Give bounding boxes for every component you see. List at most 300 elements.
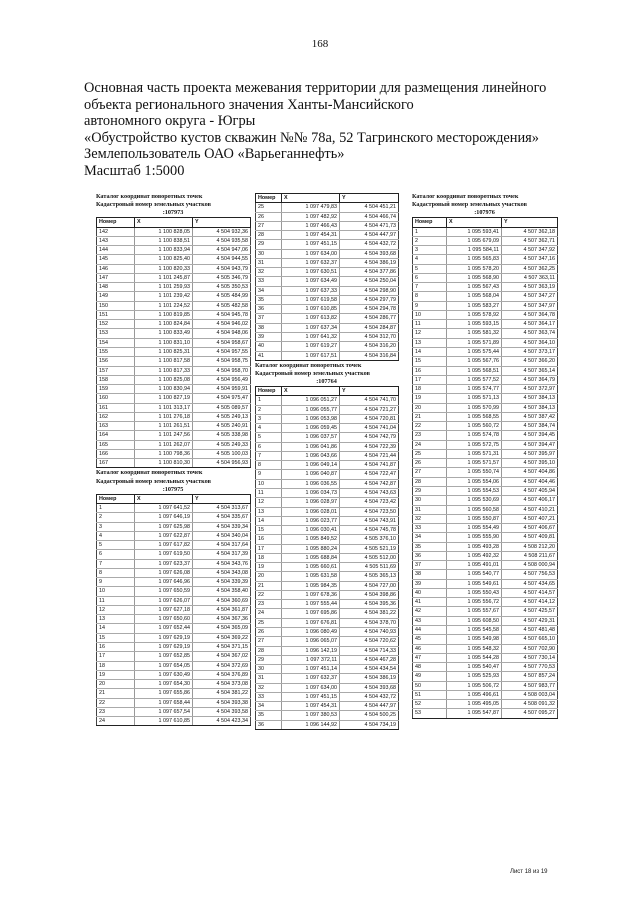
x-coordinate: 1 097 610,85 [135, 717, 193, 726]
point-number: 37 [413, 561, 447, 570]
table-row [97, 624, 251, 633]
y-coordinate: 4 507 363,11 [502, 273, 558, 282]
x-coordinate: 1 097 676,81 [282, 618, 340, 627]
point-number: 23 [413, 431, 447, 440]
y-coordinate: 4 507 406,67 [502, 524, 558, 533]
point-number: 19 [413, 394, 447, 403]
y-coordinate: 4 504 447,97 [340, 702, 399, 711]
y-coordinate: 4 504 339,34 [193, 522, 251, 531]
table-row [97, 348, 251, 357]
point-number: 26 [256, 212, 282, 221]
y-coordinate: 4 504 944,55 [193, 255, 251, 264]
x-coordinate: 1 095 849,52 [282, 535, 340, 544]
table-row [413, 273, 558, 282]
y-coordinate: 4 504 343,76 [193, 559, 251, 568]
table-row [413, 514, 558, 523]
x-coordinate: 1 095 572,75 [447, 440, 502, 449]
header-x: X [282, 387, 340, 396]
point-number: 35 [256, 711, 282, 720]
table-row [97, 440, 251, 449]
x-coordinate: 1 100 817,33 [135, 366, 193, 375]
y-coordinate: 4 504 975,47 [193, 394, 251, 403]
point-number: 22 [413, 422, 447, 431]
point-number: 2 [413, 236, 447, 245]
table-row [97, 329, 251, 338]
y-coordinate: 4 504 466,74 [340, 212, 399, 221]
y-coordinate: 4 507 372,97 [502, 385, 558, 394]
point-number: 10 [97, 587, 135, 596]
y-coordinate: 4 507 481,48 [502, 625, 558, 634]
y-coordinate: 4 508 212,20 [502, 542, 558, 551]
point-number: 166 [97, 449, 135, 458]
table-row [97, 670, 251, 679]
y-coordinate: 4 504 343,08 [193, 568, 251, 577]
y-coordinate: 4 505 338,98 [193, 431, 251, 440]
y-coordinate: 4 504 734,19 [340, 720, 399, 729]
table-row [256, 702, 399, 711]
coordinate-table [255, 386, 399, 730]
y-coordinate: 4 504 250,04 [340, 277, 399, 286]
x-coordinate: 1 095 593,41 [447, 227, 502, 236]
x-coordinate: 1 097 654,30 [135, 680, 193, 689]
y-coordinate: 4 504 312,70 [340, 332, 399, 341]
point-number: 157 [97, 366, 135, 375]
point-number: 153 [97, 329, 135, 338]
point-number: 17 [256, 544, 282, 553]
y-coordinate: 4 504 381,22 [340, 609, 399, 618]
point-number: 15 [256, 526, 282, 535]
x-coordinate: 1 097 634,00 [282, 683, 340, 692]
point-number: 5 [256, 433, 282, 442]
y-coordinate: 4 504 294,78 [340, 305, 399, 314]
table-row [97, 698, 251, 707]
point-number: 49 [413, 672, 447, 681]
table-row [413, 663, 558, 672]
x-coordinate: 1 095 571,89 [447, 338, 502, 347]
x-coordinate: 1 097 610,85 [282, 305, 340, 314]
x-coordinate: 1 097 637,34 [282, 323, 340, 332]
y-coordinate: 4 504 393,38 [193, 698, 251, 707]
table-row [413, 551, 558, 560]
table-row [97, 236, 251, 245]
table-row [256, 451, 399, 460]
point-number: 145 [97, 255, 135, 264]
title-line: автономного округа - Югры [84, 113, 256, 130]
point-number: 36 [413, 551, 447, 560]
title-line: Основная часть проекта межевания территории для размещения линейного [84, 80, 547, 96]
x-coordinate: 1 101 276,18 [135, 412, 193, 421]
table-row [256, 581, 399, 590]
table-row [256, 711, 399, 720]
y-coordinate: 4 504 284,87 [340, 323, 399, 332]
y-coordinate: 4 507 395,97 [502, 449, 558, 458]
x-coordinate: 1 097 454,31 [282, 702, 340, 711]
y-coordinate: 4 507 730,14 [502, 653, 558, 662]
table-row [256, 414, 399, 423]
point-number: 47 [413, 653, 447, 662]
y-coordinate: 4 504 395,36 [340, 600, 399, 609]
table-row [256, 516, 399, 525]
y-coordinate: 4 507 347,16 [502, 255, 558, 264]
point-number: 45 [413, 635, 447, 644]
table-row [413, 366, 558, 375]
table-row [413, 644, 558, 653]
y-coordinate: 4 504 722,39 [340, 442, 399, 451]
y-coordinate: 4 504 741,70 [340, 396, 399, 405]
table-row [97, 431, 251, 440]
y-coordinate: 4 504 722,47 [340, 470, 399, 479]
y-coordinate: 4 504 742,87 [340, 479, 399, 488]
y-coordinate: 4 507 429,31 [502, 616, 558, 625]
x-coordinate: 1 096 034,73 [282, 488, 340, 497]
point-number: 11 [413, 320, 447, 329]
x-coordinate: 1 100 827,19 [135, 394, 193, 403]
y-coordinate: 4 505 512,00 [340, 553, 399, 562]
x-coordinate: 1 095 568,04 [447, 292, 502, 301]
sheet-label: Лист 18 из 19 [510, 869, 548, 875]
point-number: 28 [256, 646, 282, 655]
table-row [256, 544, 399, 553]
x-coordinate: 1 095 550,43 [447, 588, 502, 597]
y-coordinate: 4 507 364,10 [502, 338, 558, 347]
x-coordinate: 1 100 833,94 [135, 246, 193, 255]
catalog-title: Каталог координат поворотных точек [412, 193, 519, 200]
x-coordinate: 1 095 554,53 [447, 486, 502, 495]
x-coordinate: 1 097 629,19 [135, 642, 193, 651]
point-number: 19 [256, 563, 282, 572]
y-coordinate: 4 507 347,97 [502, 301, 558, 310]
table-row [256, 470, 399, 479]
header-x: X [135, 218, 193, 227]
y-coordinate: 4 504 377,86 [340, 268, 399, 277]
y-coordinate: 4 504 743,63 [340, 488, 399, 497]
y-coordinate: 4 507 362,71 [502, 236, 558, 245]
point-number: 142 [97, 227, 135, 236]
y-coordinate: 4 505 249,33 [193, 440, 251, 449]
table-row [97, 717, 251, 726]
y-coordinate: 4 507 384,13 [502, 394, 558, 403]
table-row [256, 323, 399, 332]
title-line: «Обустройство кустов скважин №№ 78а, 52 Тагринского месторождения» [84, 129, 539, 146]
point-number: 24 [413, 440, 447, 449]
point-number: 26 [256, 627, 282, 636]
table-row [413, 542, 558, 551]
table-row [413, 700, 558, 709]
table-row [413, 338, 558, 347]
table-row [413, 635, 558, 644]
x-coordinate: 1 095 492,32 [447, 551, 502, 560]
y-coordinate: 4 505 376,10 [340, 535, 399, 544]
coordinate-table [96, 494, 251, 727]
y-coordinate: 4 504 358,40 [193, 587, 251, 596]
x-coordinate: 1 101 262,07 [135, 440, 193, 449]
point-number: 4 [97, 531, 135, 540]
x-coordinate: 1 097 678,36 [282, 590, 340, 599]
y-coordinate: 4 507 384,13 [502, 403, 558, 412]
cadastral-label: Кадастровый номер земельных участков [255, 369, 370, 377]
table-row [413, 394, 558, 403]
point-number: 31 [256, 258, 282, 267]
point-number: 159 [97, 385, 135, 394]
y-coordinate: 4 504 376,89 [193, 670, 251, 679]
x-coordinate: 1 097 634,49 [282, 277, 340, 286]
point-number: 29 [256, 655, 282, 664]
y-coordinate: 4 504 720,81 [340, 414, 399, 423]
y-coordinate: 4 504 471,73 [340, 221, 399, 230]
coordinate-table [412, 217, 558, 718]
x-coordinate: 1 097 630,49 [135, 670, 193, 679]
point-number: 27 [413, 468, 447, 477]
point-number: 33 [413, 524, 447, 533]
x-coordinate: 1 095 555,90 [447, 533, 502, 542]
table-row [256, 618, 399, 627]
x-coordinate: 1 096 144,92 [282, 720, 340, 729]
point-number: 16 [413, 366, 447, 375]
point-number: 36 [256, 720, 282, 729]
catalog-title: Каталог координат поворотных точек [96, 193, 203, 200]
y-coordinate: 4 507 364,17 [502, 320, 558, 329]
table-row [97, 652, 251, 661]
x-coordinate: 1 095 525,93 [447, 672, 502, 681]
y-coordinate: 4 504 432,72 [340, 692, 399, 701]
table-row [256, 314, 399, 323]
table-row [256, 627, 399, 636]
table-row [413, 385, 558, 394]
catalog-title: Каталог координат поворотных точек [255, 361, 362, 369]
point-number: 35 [413, 542, 447, 551]
y-coordinate: 4 505 482,58 [193, 301, 251, 310]
table-row [256, 609, 399, 618]
point-number: 1 [413, 227, 447, 236]
point-number: 44 [413, 625, 447, 634]
table-row [256, 332, 399, 341]
table-row [413, 477, 558, 486]
x-coordinate: 1 101 245,87 [135, 273, 193, 282]
point-number: 52 [413, 700, 447, 709]
y-coordinate: 4 507 095,27 [502, 709, 558, 718]
point-number: 26 [413, 459, 447, 468]
y-coordinate: 4 504 316,20 [340, 342, 399, 351]
table-row [256, 305, 399, 314]
table-row [256, 277, 399, 286]
table-row [97, 301, 251, 310]
table-row [256, 674, 399, 683]
y-coordinate: 4 504 447,97 [340, 231, 399, 240]
y-coordinate: 4 505 240,91 [193, 422, 251, 431]
x-coordinate: 1 097 646,96 [135, 578, 193, 587]
x-coordinate: 1 096 040,87 [282, 470, 340, 479]
table-row [256, 590, 399, 599]
table-row [97, 227, 251, 236]
table-row [97, 449, 251, 458]
point-number: 4 [413, 255, 447, 264]
point-number: 30 [413, 496, 447, 505]
x-coordinate: 1 097 619,27 [282, 342, 340, 351]
point-number: 40 [413, 588, 447, 597]
table-row [256, 498, 399, 507]
parcel-number: :107975 [162, 485, 184, 493]
y-coordinate: 4 508 091,32 [502, 700, 558, 709]
point-number: 12 [97, 605, 135, 614]
x-coordinate: 1 095 556,72 [447, 598, 502, 607]
y-coordinate: 4 504 434,54 [340, 665, 399, 674]
cadastral-label: Кадастровый номер земельных участков [412, 201, 527, 209]
table-row [413, 440, 558, 449]
table-row [97, 394, 251, 403]
y-coordinate: 4 504 743,91 [340, 516, 399, 525]
table-row [256, 258, 399, 267]
point-number: 33 [256, 277, 282, 286]
header-number: Номер [97, 494, 135, 503]
x-coordinate: 1 095 560,72 [447, 422, 502, 431]
point-number: 8 [413, 292, 447, 301]
point-number: 39 [413, 579, 447, 588]
y-coordinate: 4 504 371,15 [193, 642, 251, 651]
table-row [413, 357, 558, 366]
table-row [413, 653, 558, 662]
table-row [256, 268, 399, 277]
y-coordinate: 4 504 317,39 [193, 550, 251, 559]
point-number: 27 [256, 637, 282, 646]
point-number: 158 [97, 375, 135, 384]
y-coordinate: 4 504 741,87 [340, 461, 399, 470]
x-coordinate: 1 097 629,19 [135, 633, 193, 642]
x-coordinate: 1 100 820,33 [135, 264, 193, 273]
point-number: 3 [413, 246, 447, 255]
y-coordinate: 4 505 484,99 [193, 292, 251, 301]
x-coordinate: 1 095 574,78 [447, 431, 502, 440]
y-coordinate: 4 504 373,08 [193, 680, 251, 689]
x-coordinate: 1 101 247,56 [135, 431, 193, 440]
y-coordinate: 4 504 340,04 [193, 531, 251, 540]
point-number: 12 [256, 498, 282, 507]
y-coordinate: 4 507 770,53 [502, 663, 558, 672]
table-row [97, 246, 251, 255]
y-coordinate: 4 507 756,53 [502, 570, 558, 579]
table-row [413, 588, 558, 597]
table-row [256, 221, 399, 230]
y-coordinate: 4 504 316,84 [340, 351, 399, 360]
point-number: 14 [97, 624, 135, 633]
table-row [97, 689, 251, 698]
point-number: 25 [413, 449, 447, 458]
x-coordinate: 1 097 632,37 [282, 258, 340, 267]
table-row [97, 459, 251, 468]
point-number: 22 [97, 698, 135, 707]
point-number: 51 [413, 690, 447, 699]
x-coordinate: 1 095 550,87 [447, 514, 502, 523]
y-coordinate: 4 504 393,58 [193, 707, 251, 716]
point-number: 32 [256, 683, 282, 692]
y-coordinate: 4 504 381,22 [193, 689, 251, 698]
table-row [256, 563, 399, 572]
header-x: X [135, 494, 193, 503]
y-coordinate: 4 504 727,00 [340, 581, 399, 590]
point-number: 14 [256, 516, 282, 525]
header-y: Y [193, 494, 251, 503]
point-number: 35 [256, 295, 282, 304]
table-row [413, 598, 558, 607]
y-coordinate: 4 504 947,06 [193, 246, 251, 255]
y-coordinate: 4 504 286,77 [340, 314, 399, 323]
table-row [256, 665, 399, 674]
table-row [97, 273, 251, 282]
point-number: 18 [256, 553, 282, 562]
title-line: объекта регионального значения Ханты-Мансийского [84, 96, 414, 113]
x-coordinate: 1 097 625,98 [135, 522, 193, 531]
point-number: 11 [97, 596, 135, 605]
table-row [256, 535, 399, 544]
table-row [97, 587, 251, 596]
point-number: 33 [256, 692, 282, 701]
point-number: 21 [97, 689, 135, 698]
table-row [413, 348, 558, 357]
y-coordinate: 4 507 384,74 [502, 422, 558, 431]
x-coordinate: 1 096 051,27 [282, 396, 340, 405]
point-number: 28 [413, 477, 447, 486]
point-number: 21 [256, 581, 282, 590]
x-coordinate: 1 095 583,27 [447, 301, 502, 310]
y-coordinate: 4 504 721,44 [340, 451, 399, 460]
table-row [256, 295, 399, 304]
x-coordinate: 1 097 451,15 [282, 692, 340, 701]
point-number: 8 [256, 461, 282, 470]
x-coordinate: 1 097 372,11 [282, 655, 340, 664]
point-number: 20 [97, 680, 135, 689]
y-coordinate: 4 504 723,50 [340, 507, 399, 516]
title-line: Землепользователь ОАО «Варьеганнефть» [84, 146, 345, 163]
table-row [97, 375, 251, 384]
y-coordinate: 4 504 313,67 [193, 504, 251, 513]
point-number: 7 [97, 559, 135, 568]
table-row [413, 468, 558, 477]
x-coordinate: 1 097 646,19 [135, 513, 193, 522]
table-row [413, 690, 558, 699]
y-coordinate: 4 504 500,25 [340, 711, 399, 720]
y-coordinate: 4 507 394,45 [502, 431, 558, 440]
x-coordinate: 1 095 548,32 [447, 644, 502, 653]
x-coordinate: 1 100 831,10 [135, 338, 193, 347]
y-coordinate: 4 504 956,49 [193, 375, 251, 384]
point-number: 149 [97, 292, 135, 301]
table-row [413, 625, 558, 634]
parcel-number: :107973 [162, 209, 184, 217]
point-number: 24 [256, 609, 282, 618]
point-number: 5 [97, 541, 135, 550]
point-number: 38 [256, 323, 282, 332]
table-row [256, 637, 399, 646]
point-number: 143 [97, 236, 135, 245]
point-number: 164 [97, 431, 135, 440]
x-coordinate: 1 097 622,87 [135, 531, 193, 540]
y-coordinate: 4 504 393,68 [340, 249, 399, 258]
x-coordinate: 1 095 567,43 [447, 283, 502, 292]
table-row [256, 342, 399, 351]
x-coordinate: 1 096 043,66 [282, 451, 340, 460]
x-coordinate: 1 095 660,61 [282, 563, 340, 572]
parcel-number: :107976 [474, 209, 495, 217]
x-coordinate: 1 095 540,77 [447, 570, 502, 579]
x-coordinate: 1 097 652,85 [135, 652, 193, 661]
point-number: 37 [256, 314, 282, 323]
point-number: 15 [413, 357, 447, 366]
header-y: Y [193, 218, 251, 227]
x-coordinate: 1 100 830,94 [135, 385, 193, 394]
point-number: 32 [413, 514, 447, 523]
x-coordinate: 1 095 530,69 [447, 496, 502, 505]
y-coordinate: 4 504 745,78 [340, 526, 399, 535]
point-number: 53 [413, 709, 447, 718]
